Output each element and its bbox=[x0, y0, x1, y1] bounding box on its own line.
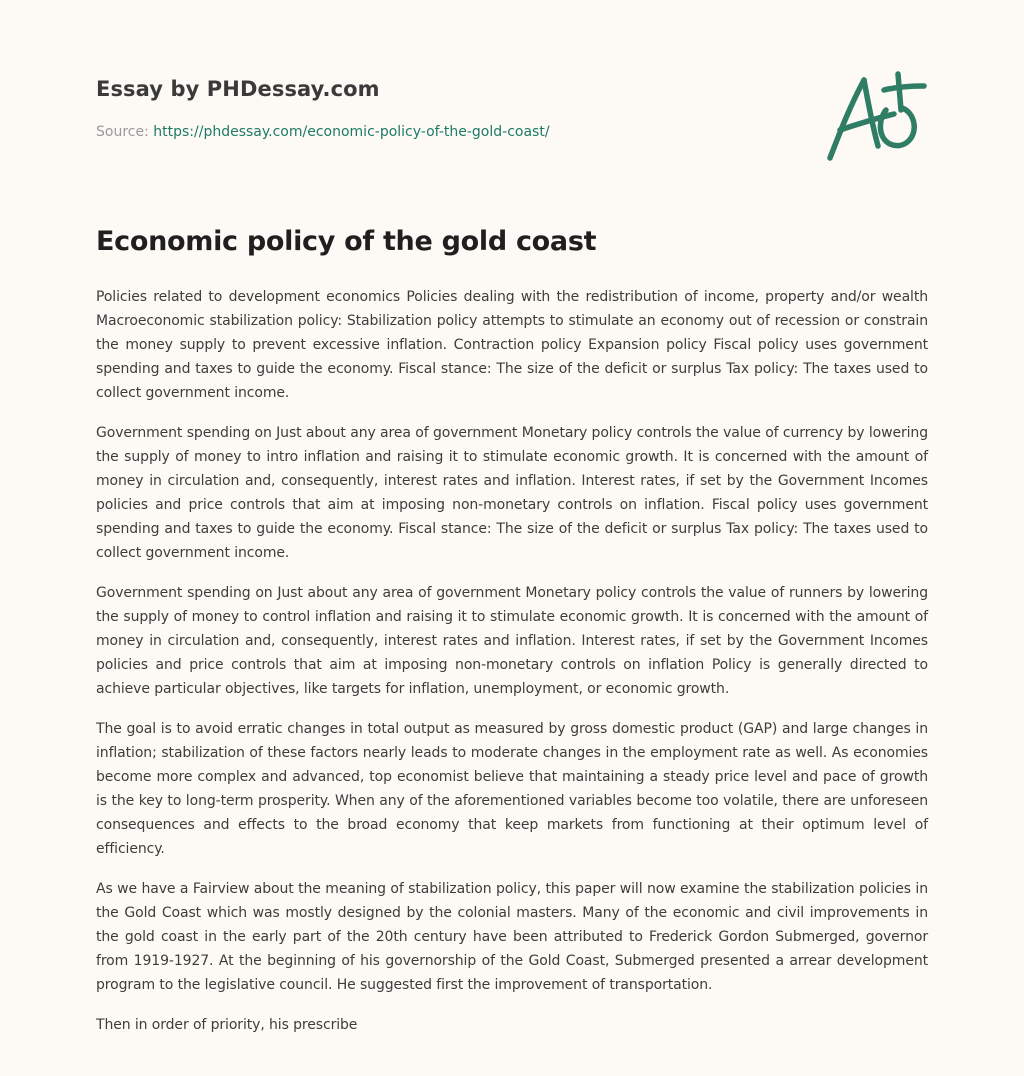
source-link[interactable]: https://phdessay.com/economic-policy-of-the-gold-coast/ bbox=[153, 124, 550, 140]
essay-paragraph: Government spending on Just about any area of government Monetary policy controls the value of currency by lowering the supply of money to intro inflation and raising it to stimulate economic growth. It is concerned with the amount of money in circulation and, consequently, interest rates and inflation. Interest rates, if set by the Government Incomes policies and price controls that aim at imposing non-monetary controls on inflation. Fiscal policy uses government spending and taxes to guide the economy. Fiscal stance: The size of the deficit or surplus Tax policy: The taxes used to collect government income. bbox=[96, 425, 928, 561]
essay-paragraph: Government spending on Just about any area of government Monetary policy controls the value of runners by lowering the supply of money to control inflation and raising it to stimulate economic growth. It is concerned with the amount of money in circulation and, consequently, interest rates and inflation. Interest rates, if set by the Government Incomes policies and price controls that aim at imposing non-monetary controls on inflation Policy is generally directed to achieve particular objectives, like targets for inflation, unemployment, or economic growth. bbox=[96, 585, 928, 697]
source-label: Source: bbox=[96, 124, 149, 140]
essay-paragraph: Policies related to development economics Policies dealing with the redistribution of income, property and/or wealth Macroeconomic stabilization policy: Stabilization policy attempts to stimulate an economy out of recession or constrain the money supply to prevent excessive inflation. Contraction policy Expansion policy Fiscal policy uses government spending and taxes to guide the economy. Fiscal stance: The size of the deficit or surplus Tax policy: The taxes used to collect government income. bbox=[96, 289, 928, 401]
essay-paragraph: As we have a Fairview about the meaning of stabilization policy, this paper will now examine the stabilization policies in the Gold Coast which was mostly designed by the colonial masters. Many of the economic and civil improvements in the gold coast in the early part of the 20th century have been attributed to Frederick Gordon Submerged, governor from 1919-1927. At the beginning of his governorship of the Gold Coast, Submerged presented a arrear development program to the legislative council. He suggested first the improvement of transportation. bbox=[96, 881, 928, 993]
a-plus-logo-icon bbox=[818, 66, 928, 166]
source-line bbox=[96, 124, 550, 140]
essay-body bbox=[96, 285, 928, 1037]
essay-title: Economic policy of the gold coast bbox=[96, 226, 597, 257]
site-brand: Essay by PHDessay.com bbox=[96, 77, 380, 101]
essay-paragraph: The goal is to avoid erratic changes in total output as measured by gross domestic product (GAP) and large changes in inflation; stabilization of these factors nearly leads to moderate changes in the employment rate as well. As economies become more complex and advanced, top economist believe that maintaining a steady price level and pace of growth is the key to long-term prosperity. When any of the aforementioned variables become too volatile, there are unforeseen consequences and effects to the broad economy that keep markets from functioning at their optimum level of efficiency. bbox=[96, 721, 928, 857]
essay-paragraph: Then in order of priority, his prescribe bbox=[96, 1017, 358, 1033]
